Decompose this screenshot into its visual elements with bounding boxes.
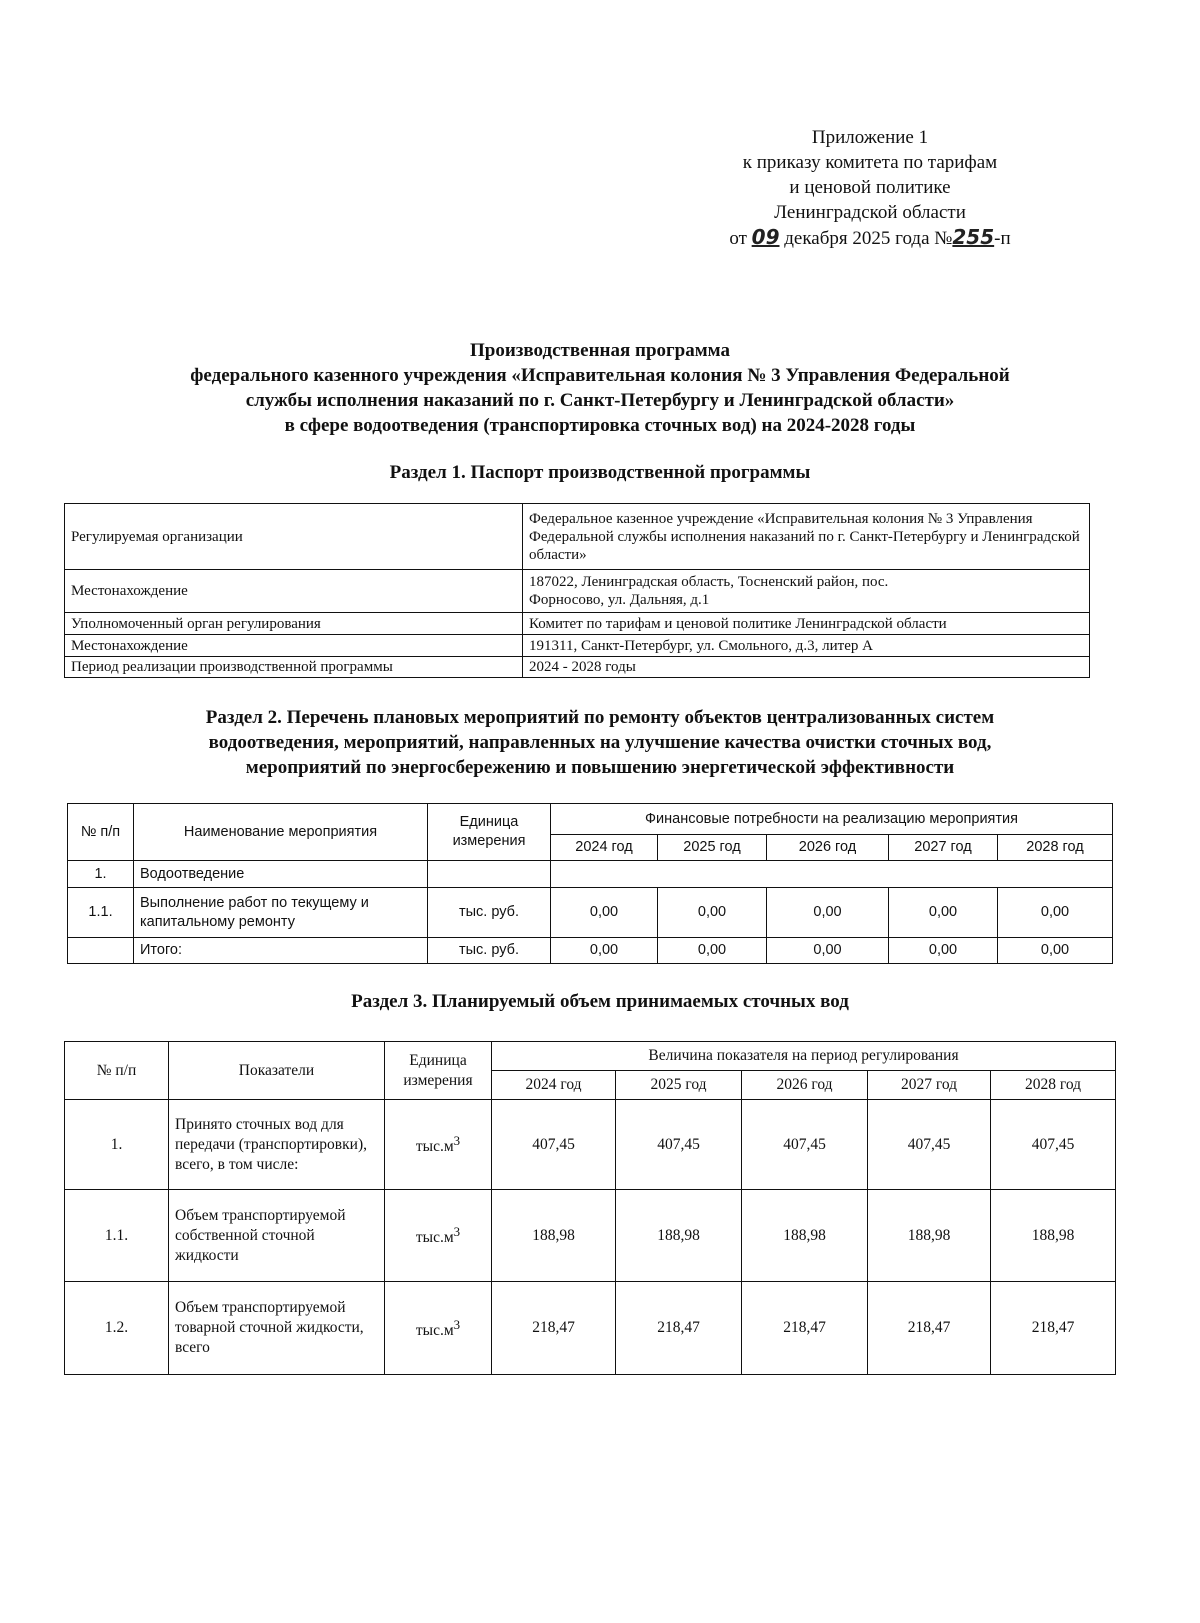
row-name: Итого: [134,938,428,964]
volume-table [64,1041,1116,1375]
col-num-header: № п/п [65,1042,169,1100]
table-row [65,570,1090,613]
row-value: 407,45 [492,1100,616,1190]
row-value: Комитет по тарифам и ценовой политике Ленинградской области [523,613,1090,635]
row-value: 218,47 [492,1282,616,1375]
col-unit-header: Единица измерения [428,804,551,861]
row-unit: тыс. руб. [428,888,551,938]
row-value: 407,45 [868,1100,991,1190]
appendix-line: Приложение 1 [811,127,929,148]
row-value: 407,45 [991,1100,1116,1190]
year-header: 2027 год [868,1071,991,1100]
row-value: 188,98 [868,1190,991,1282]
row-unit [428,861,551,888]
row-num: 1.1. [68,888,134,938]
appendix-line: Ленинградской области [774,202,966,223]
title-line: Производственная программа [470,340,730,361]
row-value: 0,00 [767,938,889,964]
row-num: 1.1. [65,1190,169,1282]
passport-table [64,503,1090,678]
row-value: 187022, Ленинградская область, Тосненский район, пос. Форносово, ул. Дальняя, д.1 [523,570,1090,613]
table-row [65,1282,1116,1375]
row-value: 0,00 [998,888,1113,938]
row-unit: тыс. руб. [428,938,551,964]
row-value: 0,00 [551,938,658,964]
table-row [65,635,1090,657]
row-num: 1. [68,861,134,888]
row-name: Выполнение работ по текущему и капитальному ремонту [134,888,428,938]
section3-heading: Раздел 3. Планируемый объем принимаемых сточных вод [351,991,849,1012]
row-value: 188,98 [742,1190,868,1282]
row-value: 0,00 [767,888,889,938]
year-header: 2027 год [889,835,998,861]
row-value: 0,00 [889,938,998,964]
col-num-header: № п/п [68,804,134,861]
section2-heading [60,705,1140,780]
year-header: 2024 год [551,835,658,861]
heading-line: Раздел 2. Перечень плановых мероприятий по ремонту объектов централизованных систем [205,707,995,728]
row-value: 0,00 [998,938,1113,964]
year-header: 2025 год [616,1071,742,1100]
row-value: 407,45 [742,1100,868,1190]
row-num [68,938,134,964]
document-title [60,338,1140,438]
row-empty [551,861,1113,888]
year-header: 2028 год [991,1071,1116,1100]
row-name: Объем транспортируемой товарной сточной жидкости, всего [169,1282,385,1375]
header-row [65,1042,1116,1071]
date-middle: декабря 2025 года № [784,228,953,249]
title-line: федерального казенного учреждения «Исправительная колония № 3 Управления Федеральной [190,365,1010,386]
appendix-header [680,125,1060,251]
year-header: 2025 год [658,835,767,861]
col-name-header: Показатели [169,1042,385,1100]
year-header: 2028 год [998,835,1113,861]
row-value: 0,00 [551,888,658,938]
col-fin-header: Финансовые потребности на реализацию мероприятия [551,804,1113,835]
row-name: Водоотведение [134,861,428,888]
row-value: 2024 - 2028 годы [523,657,1090,678]
total-row [68,938,1113,964]
row-value: 188,98 [991,1190,1116,1282]
heading-line: мероприятий по энергосбережению и повышению энергетической эффективности [245,757,955,778]
row-label: Период реализации производственной программы [65,657,523,678]
date-prefix: от [729,228,747,249]
table-row [65,657,1090,678]
year-header: 2026 год [742,1071,868,1100]
col-name-header: Наименование мероприятия [134,804,428,861]
row-num: 1. [65,1100,169,1190]
handwritten-number: 255 [952,225,995,249]
row-value: Федеральное казенное учреждение «Исправительная колония № 3 Управления Федеральной службы исполнения наказаний по г. Санкт-Петербургу и Ленинградской области» [523,504,1090,570]
row-name: Принято сточных вод для передачи (транспортировки), всего, в том числе: [169,1100,385,1190]
row-num: 1.2. [65,1282,169,1375]
row-label: Уполномоченный орган регулирования [65,613,523,635]
row-label: Местонахождение [65,570,523,613]
col-val-header: Величина показателя на период регулирования [492,1042,1116,1071]
row-value: 218,47 [868,1282,991,1375]
row-value: 218,47 [991,1282,1116,1375]
table-row [65,613,1090,635]
table-row [65,1100,1116,1190]
handwritten-day: 09 [751,225,780,249]
title-line: службы исполнения наказаний по г. Санкт-Петербургу и Ленинградской области» [245,390,955,411]
row-label: Регулируемая организации [65,504,523,570]
row-name: Объем транспортируемой собственной сточной жидкости [169,1190,385,1282]
row-value: 188,98 [616,1190,742,1282]
heading-line: водоотведения, мероприятий, направленных на улучшение качества очистки сточных вод, [208,732,992,753]
year-header: 2024 год [492,1071,616,1100]
row-unit: $тыс.м^3$ [385,1100,492,1190]
row-value: 0,00 [658,938,767,964]
row-value: 191311, Санкт-Петербург, ул. Смольного, д.3, литер А [523,635,1090,657]
section1-heading: Раздел 1. Паспорт производственной программы [389,462,811,483]
row-unit: $тыс.м^3$ [385,1190,492,1282]
row-value: 407,45 [616,1100,742,1190]
row-value: 218,47 [616,1282,742,1375]
table-row [65,504,1090,570]
table-row [65,1190,1116,1282]
measures-table [67,803,1113,964]
row-label: Местонахождение [65,635,523,657]
table-row [68,861,1113,888]
row-value: 188,98 [492,1190,616,1282]
title-line: в сфере водоотведения (транспортировка сточных вод) на 2024-2028 годы [284,415,916,436]
row-value: 218,47 [742,1282,868,1375]
row-unit: $тыс.м^3$ [385,1282,492,1375]
appendix-line: к приказу комитета по тарифам [742,152,998,173]
year-header: 2026 год [767,835,889,861]
order-date-line [680,225,1060,251]
row-value: 0,00 [658,888,767,938]
table-row [68,888,1113,938]
col-unit-header: Единица измерения [385,1042,492,1100]
appendix-line: и ценовой политике [789,177,951,198]
number-suffix: -п [994,228,1011,249]
header-row [68,804,1113,835]
row-value: 0,00 [889,888,998,938]
